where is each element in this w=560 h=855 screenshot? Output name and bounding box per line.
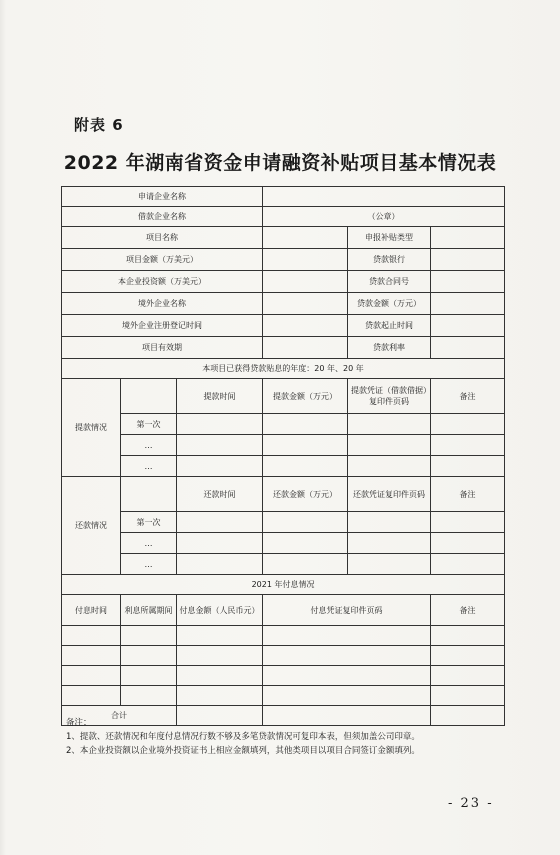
drawdown-voucher-header: 提款凭证（借款借据）复印件页码 [348, 379, 431, 414]
drawdown-section-label: 提款情况 [62, 379, 121, 477]
table-row [62, 359, 505, 379]
table-row [62, 315, 505, 337]
table-row [62, 249, 505, 271]
table-row [62, 271, 505, 293]
table-row [62, 187, 505, 207]
interest-note-header: 备注 [431, 595, 505, 626]
table-row [62, 646, 505, 666]
table-row [62, 554, 505, 575]
loan-period-label: 贷款起止时间 [348, 315, 431, 337]
table-row [62, 207, 505, 227]
table-row [62, 512, 505, 533]
table-row [62, 575, 505, 595]
repayment-amount-header: 还款金额（万元） [263, 477, 348, 512]
investment-amount-label: 本企业投资额（万美元） [62, 271, 263, 293]
overseas-reg-time-label: 境外企业注册登记时间 [62, 315, 263, 337]
drawdown-note-header: 备注 [431, 379, 505, 414]
subsidy-type-value[interactable] [431, 227, 505, 249]
applicant-label: 申请企业名称 [62, 187, 263, 207]
applicant-value[interactable] [263, 187, 505, 207]
seal-note: （公章） [263, 207, 505, 227]
subsidy-year-note: 本项目已获得贷款贴息的年度：20 年、20 年 [62, 359, 505, 379]
drawdown-amount-header: 提款金额（万元） [263, 379, 348, 414]
table-row [62, 414, 505, 435]
table-row [62, 337, 505, 359]
repayment-row-label: 第一次 [121, 512, 177, 533]
investment-amount-value[interactable] [263, 271, 348, 293]
drawdown-time-header: 提款时间 [177, 379, 263, 414]
project-name-value[interactable] [263, 227, 348, 249]
table-row [62, 379, 505, 414]
table-row [62, 626, 505, 646]
loan-amount-value[interactable] [431, 293, 505, 315]
loan-rate-label: 贷款利率 [348, 337, 431, 359]
table-row [62, 477, 505, 512]
table-row [62, 686, 505, 706]
repayment-section-label: 还款情况 [62, 477, 121, 575]
notes-block [66, 716, 506, 758]
repayment-row-label: … [121, 533, 177, 554]
overseas-reg-time-value[interactable] [263, 315, 348, 337]
project-validity-label: 项目有效期 [62, 337, 263, 359]
loan-contract-value[interactable] [431, 271, 505, 293]
interest-period-header: 利息所属期间 [121, 595, 177, 626]
project-validity-value[interactable] [263, 337, 348, 359]
table-row [62, 533, 505, 554]
project-amount-value[interactable] [263, 249, 348, 271]
loan-amount-label: 贷款金额（万元） [348, 293, 431, 315]
interest-amount-header: 付息金额（人民币元） [177, 595, 263, 626]
page-number: - 23 - [448, 796, 494, 811]
info-form-table [61, 186, 505, 726]
interest-section-title: 2021 年付息情况 [62, 575, 505, 595]
interest-total-label: 合计 [62, 706, 177, 726]
notes-line-1: 1、提款、还款情况和年度付息情况行数不够及多笔贷款情况可复印本表，但须加盖公司印章。 [66, 732, 420, 742]
repayment-time-header: 还款时间 [177, 477, 263, 512]
loan-period-value[interactable] [431, 315, 505, 337]
drawdown-row-label: … [121, 435, 177, 456]
table-row [62, 595, 505, 626]
table-row [62, 227, 505, 249]
loan-bank-label: 贷款银行 [348, 249, 431, 271]
project-name-label: 项目名称 [62, 227, 263, 249]
borrower-label: 借款企业名称 [62, 207, 263, 227]
table-row [62, 293, 505, 315]
interest-time-header: 付息时间 [62, 595, 121, 626]
form-title: 2022 年湖南省资金申请融资补贴项目基本情况表 [63, 152, 497, 174]
interest-voucher-header: 付息凭证复印件页码 [263, 595, 431, 626]
project-amount-label: 项目金额（万美元） [62, 249, 263, 271]
table-row [62, 456, 505, 477]
notes-line-2: 2、本企业投资额以企业境外投资证书上相应金额填列，其他类项目以项目合同签订金额填列。 [66, 746, 420, 756]
loan-contract-label: 贷款合同号 [348, 271, 431, 293]
repayment-voucher-header: 还款凭证复印件页码 [348, 477, 431, 512]
overseas-company-value[interactable] [263, 293, 348, 315]
notes-heading: 备注： [66, 718, 92, 728]
drawdown-row-label: 第一次 [121, 414, 177, 435]
overseas-company-label: 境外企业名称 [62, 293, 263, 315]
drawdown-row-label: … [121, 456, 177, 477]
table-row [62, 435, 505, 456]
subsidy-type-label: 申报补贴类型 [348, 227, 431, 249]
repayment-note-header: 备注 [431, 477, 505, 512]
loan-bank-value[interactable] [431, 249, 505, 271]
loan-rate-value[interactable] [431, 337, 505, 359]
repayment-row-label: … [121, 554, 177, 575]
table-row [62, 666, 505, 686]
attachment-label: 附表 6 [74, 116, 124, 134]
